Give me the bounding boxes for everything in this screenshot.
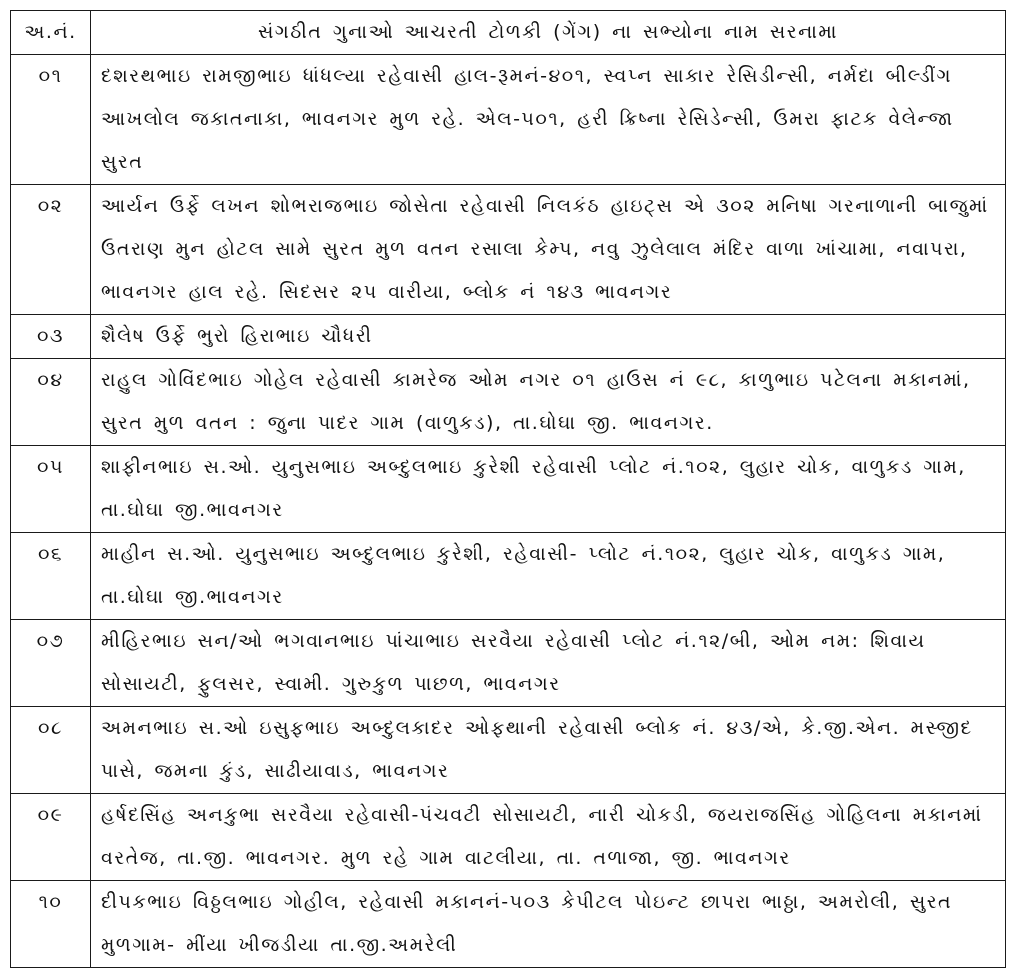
gang-members-table bbox=[10, 10, 1006, 968]
table-row bbox=[11, 185, 1006, 315]
table-row bbox=[11, 881, 1006, 968]
serial-number-cell: ૧૦ bbox=[11, 881, 91, 968]
table-row bbox=[11, 315, 1006, 359]
table-header-row bbox=[11, 11, 1006, 55]
serial-number-cell: ૦૩ bbox=[11, 315, 91, 359]
table-row bbox=[11, 620, 1006, 707]
serial-number-cell: ૦૯ bbox=[11, 794, 91, 881]
table-row bbox=[11, 707, 1006, 794]
table-row bbox=[11, 359, 1006, 446]
serial-number-cell: ૦૨ bbox=[11, 185, 91, 315]
serial-number-cell: ૦૪ bbox=[11, 359, 91, 446]
member-details-cell: દશરથભાઇ રામજીભાઇ ધાંધલ્યા રહેવાસી હાલ-રૂમનં-૪૦૧, સ્વપ્ન સાકાર રેસિડીન્સી, નર્મદા બીલ્ડીંગ આખલોલ જકાતનાકા, ભાવનગર મુળ રહે. એલ-૫૦૧, હરી ક્રિષ્ના રેસિડેન્સી, ઉમરા ફાટક વેલેન્જા સુરત bbox=[91, 55, 1006, 185]
member-details-cell: શૈલેષ ઉર્ફે ભુરો હિરાભાઇ ચૌધરી bbox=[91, 315, 1006, 359]
member-details-cell: અમનભાઇ સ.ઓ ઇસુફભાઇ અબ્દુલકાદર ઓફથાની રહેવાસી બ્લોક નં. ૪૩/એ, કે.જી.એન. મસ્જીદ પાસે, જમના કુંડ, સાઢીયાવાડ, ભાવનગર bbox=[91, 707, 1006, 794]
table-row bbox=[11, 794, 1006, 881]
table-row bbox=[11, 55, 1006, 185]
member-details-cell: આર્યન ઉર્ફે લખન શોભરાજભાઇ જોસેતા રહેવાસી નિલકંઠ હાઇટ્સ એ ૩૦૨ મનિષા ગરનાળાની બાજુમાં ઉતરાણ મુન હોટલ સામે સુરત મુળ વતન રસાલા કેમ્પ, નવુ ઝુલેલાલ મંદિર વાળા ખાંચામા, નવાપરા, ભાવનગર હાલ રહે. સિદસર ૨૫ વારીયા, બ્લોક નં ૧૪૩ ભાવનગર bbox=[91, 185, 1006, 315]
serial-number-header: અ.નં. bbox=[11, 11, 91, 55]
serial-number-cell: ૦૬ bbox=[11, 533, 91, 620]
serial-number-cell: ૦૭ bbox=[11, 620, 91, 707]
serial-number-cell: ૦૮ bbox=[11, 707, 91, 794]
table-row bbox=[11, 446, 1006, 533]
member-details-cell: શાફીનભાઇ સ.ઓ. યુનુસભાઇ અબ્દુલભાઇ કુરેશી રહેવાસી પ્લોટ નં.૧૦૨, લુહાર ચોક, વાળુકડ ગામ, તા.ઘોઘા જી.ભાવનગર bbox=[91, 446, 1006, 533]
member-details-cell: દીપકભાઇ વિઠ્ઠલભાઇ ગોહીલ, રહેવાસી મકાનનં-૫૦૩ કેપીટલ પોઇન્ટ છાપરા ભાઠ્ઠા, અમરોલી, સુરત મુળગામ- મીંયા ખીજડીયા તા.જી.અમરેલી bbox=[91, 881, 1006, 968]
member-details-cell: મીહિરભાઇ સન/ઓ ભગવાનભાઇ પાંચાભાઇ સરવૈયા રહેવાસી પ્લોટ નં.૧૨/બી, ઓમ નમ: શિવાય સોસાયટી, ફુલસર, સ્વામી. ગુરુકુળ પાછળ, ભાવનગર bbox=[91, 620, 1006, 707]
table-row bbox=[11, 533, 1006, 620]
table-title-header: સંગઠીત ગુનાઓ આચરતી ટોળકી (ગેંગ) ના સભ્યોના નામ સરનામા bbox=[91, 11, 1006, 55]
member-details-cell: રાહુલ ગોવિંદભાઇ ગોહેલ રહેવાસી કામરેજ ઓમ નગર ૦૧ હાઉસ નં ૯૮, કાળુભાઇ પટેલના મકાનમાં, સુરત મુળ વતન : જુના પાદર ગામ (વાળુકડ), તા.ઘોઘા જી. ભાવનગર. bbox=[91, 359, 1006, 446]
serial-number-cell: ૦૫ bbox=[11, 446, 91, 533]
member-details-cell: હર્ષદસિંહ અનકુભા સરવૈયા રહેવાસી-પંચવટી સોસાયટી, નારી ચોકડી, જયરાજસિંહ ગોહિલના મકાનમાં વરતેજ, તા.જી. ભાવનગર. મુળ રહે ગામ વાટલીયા, તા. તળાજા, જી. ભાવનગર bbox=[91, 794, 1006, 881]
member-details-cell: માહીન સ.ઓ. યુનુસભાઇ અબ્દુલભાઇ કુરેશી, રહેવાસી- પ્લોટ નં.૧૦૨, લુહાર ચોક, વાળુકડ ગામ, તા.ઘોઘા જી.ભાવનગર bbox=[91, 533, 1006, 620]
serial-number-cell: ૦૧ bbox=[11, 55, 91, 185]
